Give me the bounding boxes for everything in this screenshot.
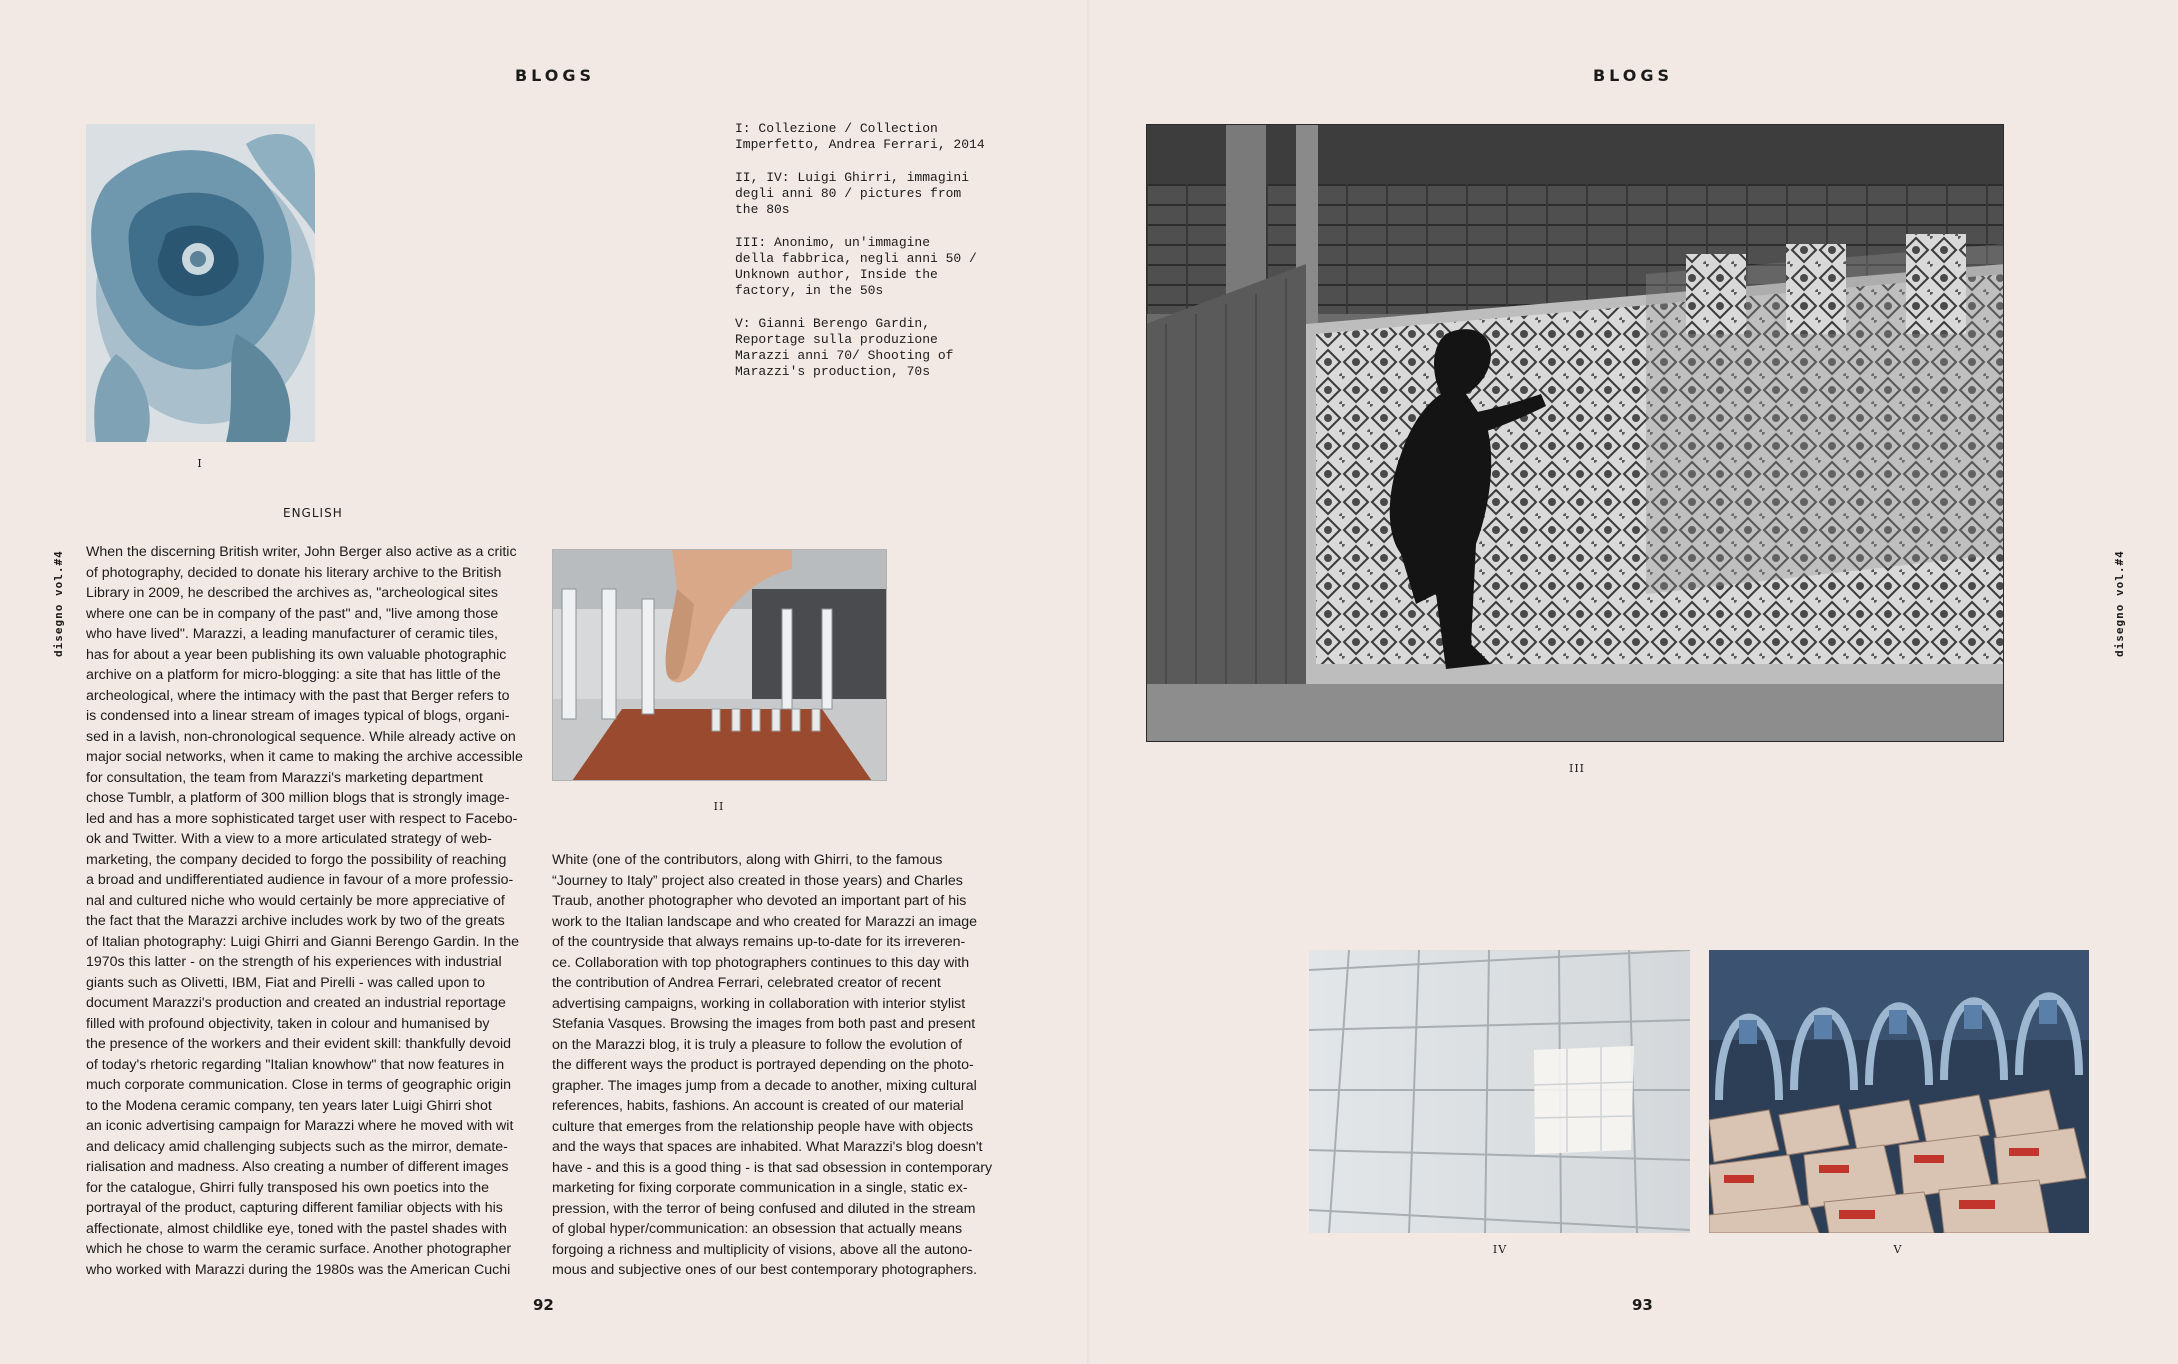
photo-i-blue-flower bbox=[86, 124, 315, 442]
caption-iv: IV bbox=[1492, 1243, 1508, 1256]
article-text: White (one of the contributors, along with Ghirri, to the famous “Journey to Italy” project also created in those years) and Charles Traub, another photographer who devoted an important part of his work to the Italian landscape and who created for Marazzi an image of the countryside that always remains up-to-date for its irreveren- ce. Collaboration with top photographers continues to this day with the contribution of Andrea Ferrari, celebrated creator of recent advertising campaigns, working in collaboration with interior stylist Stefania Vasques. Browsing the images from both past and present on the Marazzi blog, it is truly a pleasure to follow the evolution of the different ways the product is portrayed depending on the photo- grapher. The images jump from a decade to another, mixing cultural references, habits, fashions. An account is created of our material culture that emerges from the relationship people have with objects and the ways that spaces are inhabited. What Marazzi's blog doesn't have - and this is a good thing - is that sad obsession in contemporary marketing for fixing corporate communication in a single, static ex- pression, with the terror of being confused and diluted in the stream of global hyper/communication: an obsession that actually means forgoing a richness and multiplicity of visions, above all the autono- mous and subjective ones of our best contemporary photographers. bbox=[552, 852, 993, 1278]
credit-item: II, IV: Luigi Ghirri, immagini degli anni 80 / pictures from the 80s bbox=[735, 170, 970, 217]
page-header: BLOGS bbox=[1592, 66, 1674, 85]
credit-item: V: Gianni Berengo Gardin, Reportage sulla produzione Marazzi anni 70/ Shooting of Marazzi's production, 70s bbox=[735, 316, 954, 379]
side-label: disegno vol.#4 bbox=[52, 550, 65, 657]
photo-credits bbox=[735, 121, 1015, 397]
side-label: disegno vol.#4 bbox=[2113, 550, 2126, 657]
caption-i: I bbox=[197, 457, 203, 470]
page-header: BLOGS bbox=[514, 66, 596, 85]
photo-iii-factory-worker bbox=[1146, 124, 2004, 742]
language-label: ENGLISH bbox=[283, 506, 343, 520]
photo-iv-grid-wall bbox=[1309, 950, 1690, 1233]
photo-ii-architecture-finger bbox=[552, 549, 887, 781]
page-number: 93 bbox=[1632, 1296, 1653, 1314]
credit-item: III: Anonimo, un'immagine della fabbrica, negli anni 50 / Unknown author, Inside the factory, in the 50s bbox=[735, 235, 977, 298]
article-text: When the discerning British writer, John Berger also active as a critic of photography, decided to donate his literary archive to the British Library in 2009, he described the archives as, "archeological sites where one can be in company of the past" and, "live among those who have lived". Marazzi, a leading manufacturer of ceramic tiles, has for about a year been publishing its own valuable photographic archive on a platform for micro-blogging: a site that has little of the archeological, where the intimacy with the past that Berger refers to is condensed into a linear stream of images typical of blogs, organi- sed in a lavish, non-chronological sequence. While already active on major social networks, when it came to making the archive accessible for consultation, the team from Marazzi's marketing department chose Tumblr, a platform of 300 million blogs that is strongly image- led and has a more sophisticated target user with respect to Facebo- ok and Twitter. With a view to a more articulated strategy of web- marketing, the company decided to forgo the possibility of reaching a broad and undifferentiated audience in favour of a more professio- nal and cultured niche who would certainly be more appreciative of the fact that the Marazzi archive includes work by two of the greats of Italian photography: Luigi Ghirri and Gianni Berengo Gardin. In the 1970s this latter - on the strength of his experiences with industrial giants such as Olivetti, IBM, Fiat and Pirelli - was called upon to document Marazzi's production and created an industrial reportage filled with profound objectivity, taken in colour and humanised by the presence of the workers and their evident skill: thankfully devoid of today's rhetoric regarding "Italian knowhow" that now features in much corporate communication. Close in terms of geographic origin to the Modena ceramic company, ten years later Luigi Ghirri shot an iconic advertising campaign for Marazzi where he moved with wit and delicacy amid challenging subjects such as the mirror, demate- rialisation and madness. Also creating a number of different images for the catalogue, Ghirri fully transposed his own poetics into the portrayal of the product, capturing different familiar objects with his affectionate, almost childlike eye, toned with the pastel shades with which he chose to warm the ceramic surface. Another photographer who worked with Marazzi during the 1980s was the American Cuchi bbox=[86, 544, 523, 1278]
caption-v: V bbox=[1893, 1243, 1903, 1256]
caption-ii: II bbox=[713, 800, 725, 813]
photo-v-factory-boxes bbox=[1709, 950, 2089, 1233]
credit-item: I: Collezione / Collection Imperfetto, Andrea Ferrari, 2014 bbox=[735, 121, 985, 152]
article-column-1 bbox=[86, 542, 546, 1280]
caption-iii: III bbox=[1568, 762, 1586, 775]
right-page bbox=[1089, 0, 2178, 1364]
article-column-2 bbox=[552, 850, 1022, 1281]
page-number: 92 bbox=[533, 1296, 554, 1314]
